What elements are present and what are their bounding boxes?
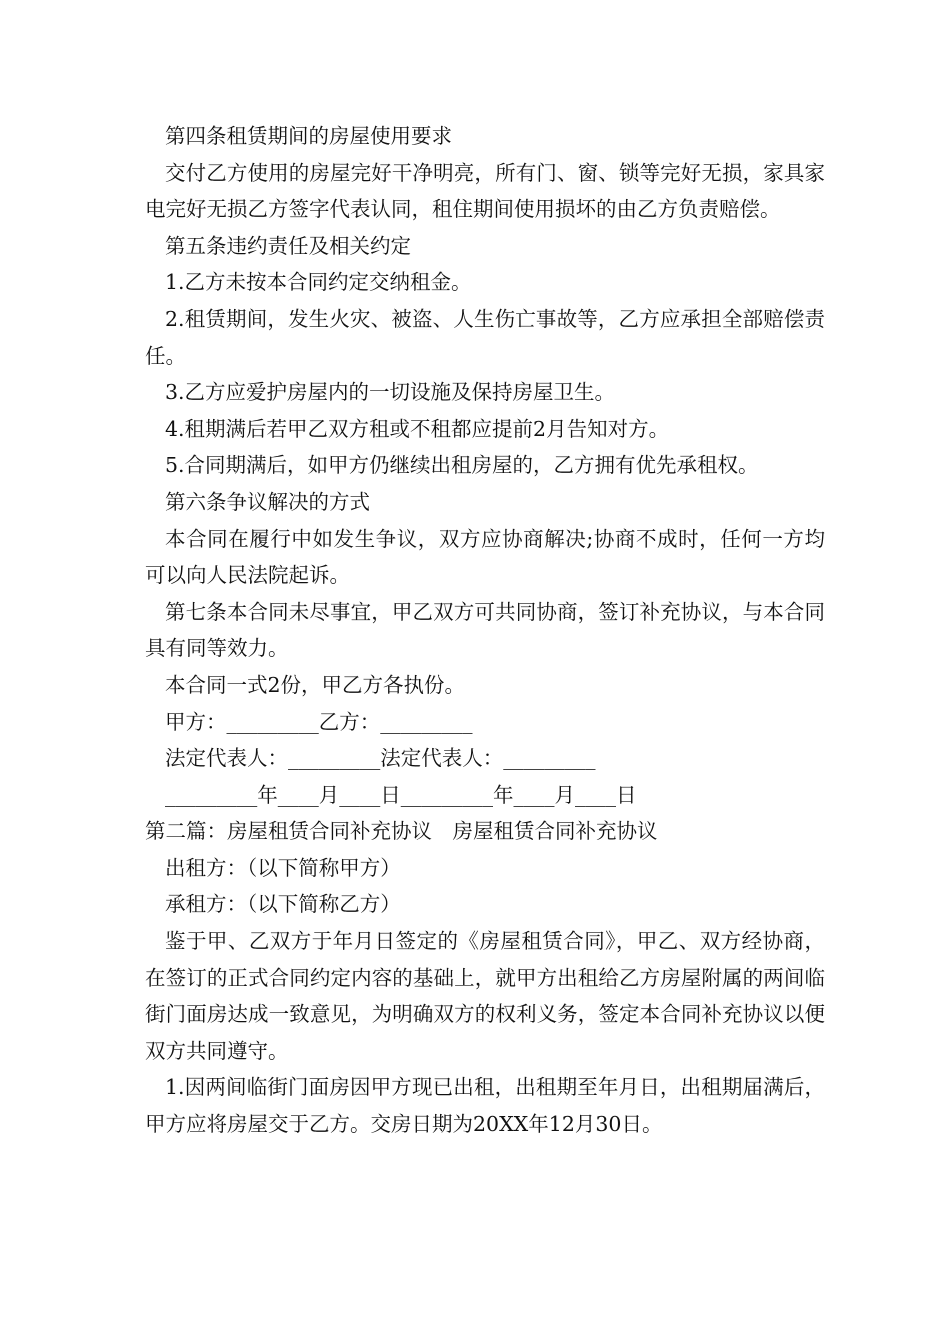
paragraph-item-3: 3.乙方应爱护房屋内的一切设施及保持房屋卫生。 bbox=[165, 380, 616, 405]
paragraph-signature-parties: 甲方：_________乙方：_________ bbox=[165, 709, 473, 734]
paragraph-article-7: 第七条本合同未尽事宜，甲乙双方可共同协商，签订补充协议，与本合同具有同等效力。 bbox=[145, 599, 825, 661]
section-heading-part-2: 第二篇：房屋租赁合同补充协议 房屋租赁合同补充协议 bbox=[145, 819, 658, 844]
paragraph-preamble: 鉴于甲、乙双方于年月日签定的《房屋租赁合同》，甲乙、双方经协商，在签订的正式合同约定内容的基础上，就甲方出租给乙方房屋附属的两间临街门面房达成一致意见，为明确双方的权利义务，签定本合同补充协议以便双方共同遵守。 bbox=[145, 929, 825, 1063]
paragraph-supplement-item-1: 1.因两间临街门面房因甲方现已出租，出租期至年月日，出租期届满后，甲方应将房屋交于乙方。交房日期为20XX年12月30日。 bbox=[145, 1075, 825, 1137]
paragraph-copies: 本合同一式2份，甲乙方各执份。 bbox=[165, 672, 466, 697]
paragraph-article-4-title: 第四条租赁期间的房屋使用要求 bbox=[165, 124, 452, 148]
paragraph-item-1: 1.乙方未按本合同约定交纳租金。 bbox=[165, 270, 472, 295]
paragraph-lessee: 承租方：（以下简称乙方） bbox=[165, 892, 401, 917]
paragraph-item-5: 5.合同期满后，如甲方仍继续出租房屋的，乙方拥有优先承租权。 bbox=[165, 453, 759, 478]
paragraph-article-6-body: 本合同在履行中如发生争议，双方应协商解决;协商不成时，任何一方均可以向人民法院起诉。 bbox=[145, 526, 825, 588]
paragraph-signature-representatives: 法定代表人：_________法定代表人：_________ bbox=[165, 746, 596, 771]
paragraph-article-6-title: 第六条争议解决的方式 bbox=[165, 489, 370, 514]
paragraph-article-5-title: 第五条违约责任及相关约定 bbox=[165, 233, 411, 258]
document-body bbox=[145, 118, 825, 1143]
paragraph-item-2: 2.租赁期间，发生火灾、被盗、人生伤亡事故等，乙方应承担全部赔偿责任。 bbox=[145, 306, 825, 368]
paragraph-lessor: 出租方：（以下简称甲方） bbox=[165, 855, 401, 880]
paragraph-signature-dates: _________年____月____日_________年____月____日 bbox=[165, 782, 637, 807]
paragraph-article-4-body: 交付乙方使用的房屋完好干净明亮，所有门、窗、锁等完好无损，家具家电完好无损乙方签字代表认同，租住期间使用损坏的由乙方负责赔偿。 bbox=[145, 160, 825, 222]
paragraph-item-4: 4.租期满后若甲乙双方租或不租都应提前2月告知对方。 bbox=[165, 416, 670, 441]
